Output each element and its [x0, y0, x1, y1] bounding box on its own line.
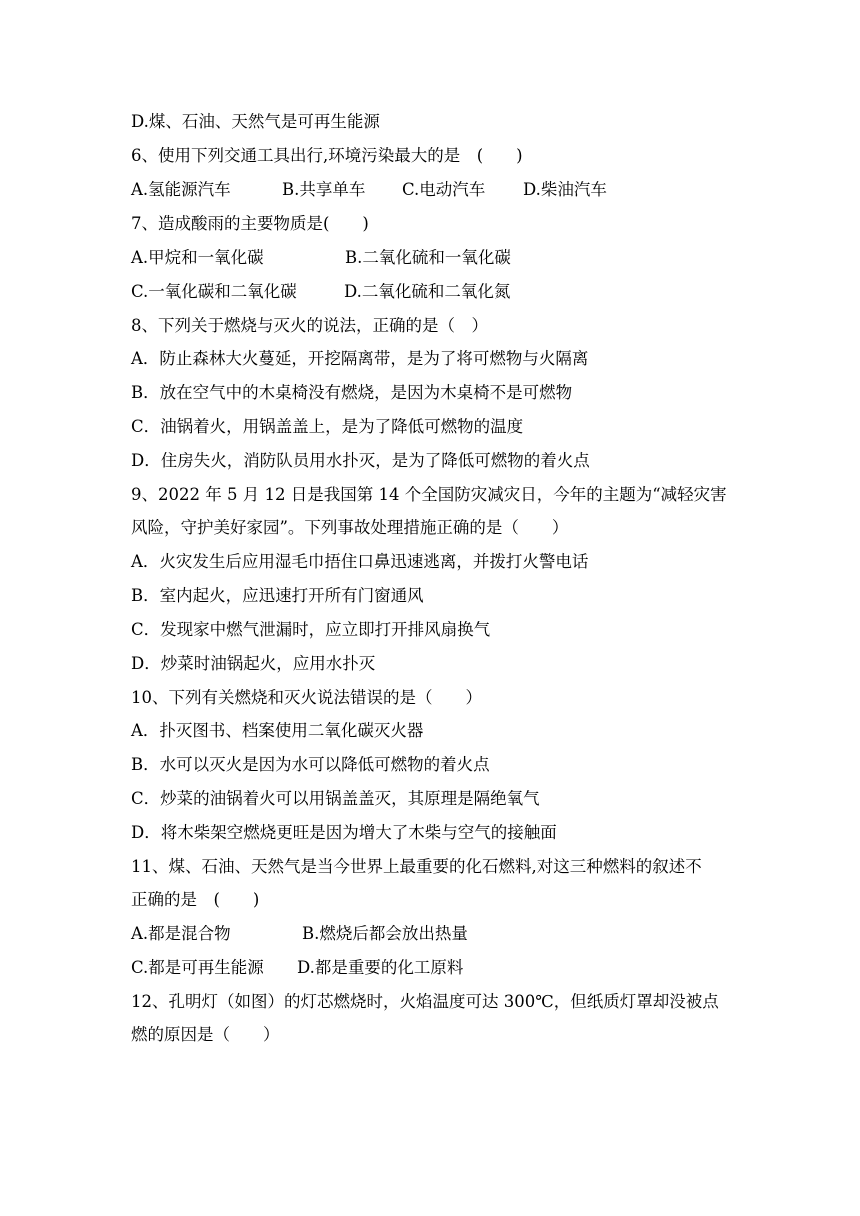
q10-option-d: D．将木柴架空燃烧更旺是因为增大了木柴与空气的接触面: [131, 823, 557, 842]
q10-option-a: A．扑灭图书、档案使用二氧化碳灭火器: [131, 721, 424, 740]
q7-option-a: A.甲烷和一氧化碳: [131, 248, 264, 267]
q7-stem: 7、造成酸雨的主要物质是( ): [131, 214, 369, 233]
q9-option-a: A．火灾发生后应用湿毛巾捂住口鼻迅速逃离，并拨打火警电话: [131, 552, 589, 571]
q6-option-b: B.共享单车: [282, 180, 366, 199]
q8-option-c: C．油锅着火，用锅盖盖上，是为了降低可燃物的温度: [131, 417, 524, 436]
q8-option-d: D．住房失火，消防队员用水扑灭，是为了降低可燃物的着火点: [131, 451, 590, 470]
q12-stem-line2: 燃的原因是（ ）: [131, 1025, 280, 1044]
q9-option-b: B．室内起火，应迅速打开所有门窗通风: [131, 586, 424, 605]
q12-stem-line1: 12、孔明灯（如图）的灯芯燃烧时，火焰温度可达 300℃，但纸质灯罩却没被点: [131, 992, 719, 1011]
q7-option-d: D.二氧化硫和二氧化氮: [344, 282, 511, 301]
q6-option-a: A.氢能源汽车: [131, 180, 231, 199]
q9-stem-line2: 风险，守护美好家园”。下列事故处理措施正确的是（ ）: [131, 518, 569, 537]
q11-stem-line1: 11、煤、石油、天然气是当今世界上最重要的化石燃料,对这三种燃料的叙述不: [131, 857, 702, 876]
q10-stem: 10、下列有关燃烧和灭火说法错误的是（ ）: [131, 688, 482, 707]
q11-option-a: A.都是混合物: [131, 924, 231, 943]
q9-option-c: C．发现家中燃气泄漏时，应立即打开排风扇换气: [131, 620, 491, 639]
q6-option-d: D.柴油汽车: [523, 180, 607, 199]
q8-option-b: B．放在空气中的木桌椅没有燃烧，是因为木桌椅不是可燃物: [131, 383, 573, 402]
q11-stem-line2: 正确的是 ( ): [131, 890, 260, 909]
q11-option-d: D.都是重要的化工原料: [297, 958, 464, 977]
q7-option-b: B.二氧化硫和一氧化碳: [345, 248, 511, 267]
q9-option-d: D．炒菜时油锅起火，应用水扑灭: [131, 654, 376, 673]
q10-option-c: C．炒菜的油锅着火可以用锅盖盖灭，其原理是隔绝氧气: [131, 789, 540, 808]
q11-option-b: B.燃烧后都会放出热量: [302, 924, 468, 943]
q6-option-c: C.电动汽车: [402, 180, 486, 199]
q11-option-c: C.都是可再生能源: [131, 958, 264, 977]
q10-option-b: B．水可以灭火是因为水可以降低可燃物的着火点: [131, 755, 490, 774]
q8-option-a: A．防止森林大火蔓延，开挖隔离带，是为了将可燃物与火隔离: [131, 349, 589, 368]
q8-stem: 8、下列关于燃烧与灭火的说法，正确的是（ ）: [131, 316, 488, 335]
q6-stem: 6、使用下列交通工具出行,环境污染最大的是 ( ): [131, 146, 523, 165]
q7-option-c: C.一氧化碳和二氧化碳: [131, 282, 297, 301]
q5-option-d: D.煤、石油、天然气是可再生能源: [131, 112, 380, 131]
q9-stem-line1: 9、2022 年 5 月 12 日是我国第 14 个全国防灾减灾日，今年的主题为“减轻灾害: [131, 485, 727, 504]
